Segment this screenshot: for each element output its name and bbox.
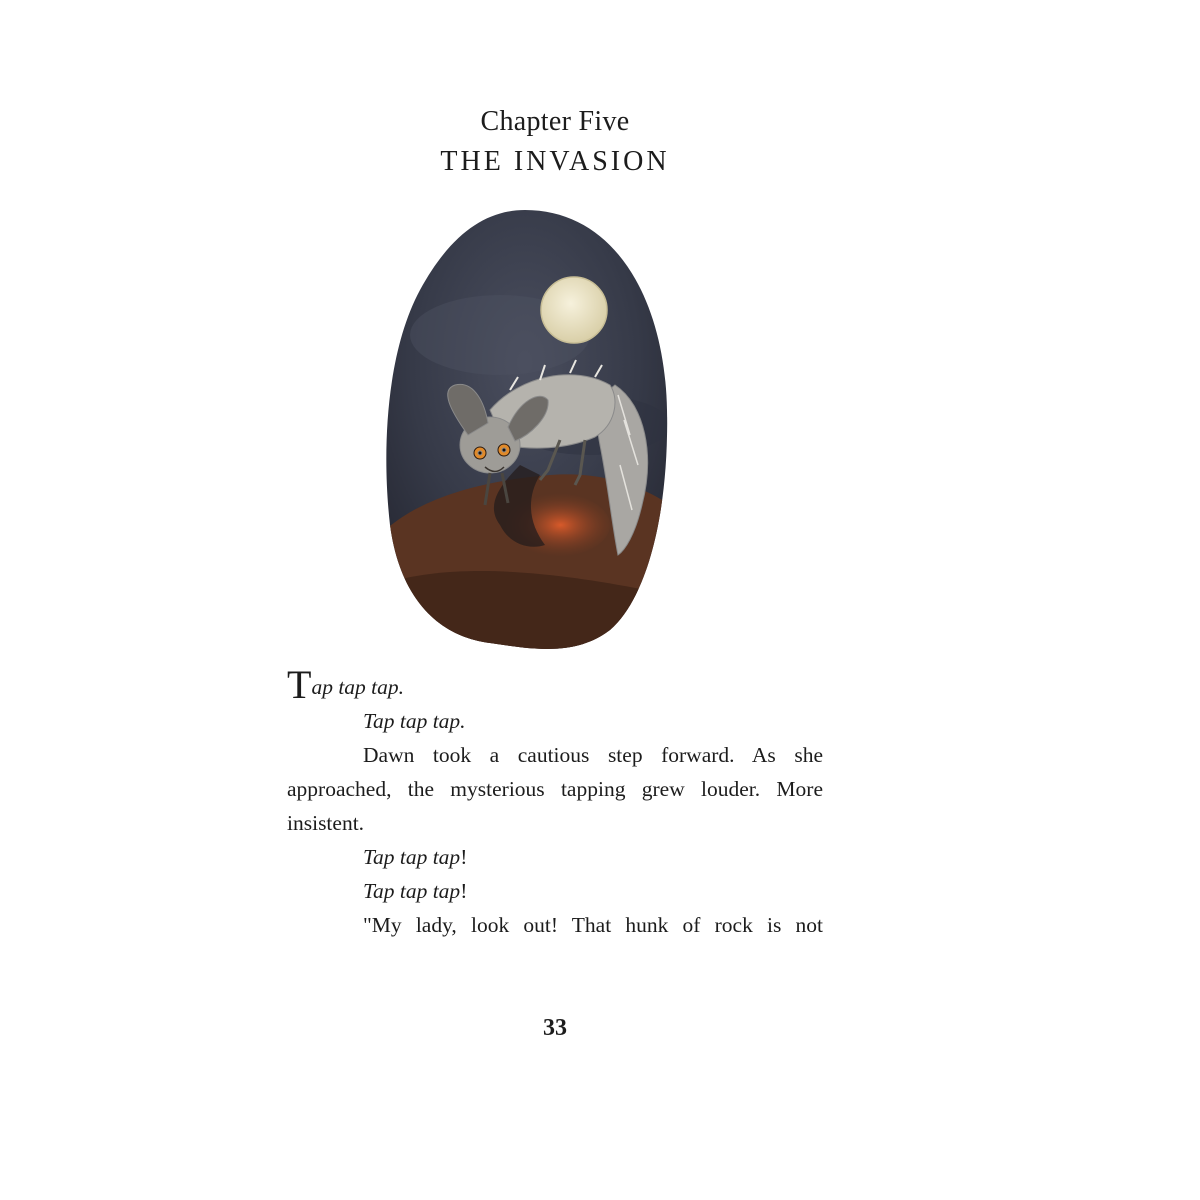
opening-line-rest: ap tap tap. bbox=[311, 675, 405, 699]
dialogue-line: "My lady, look out! That hunk of rock is not bbox=[363, 913, 823, 937]
tap-line-3-punct: ! bbox=[460, 845, 468, 869]
body-text bbox=[287, 662, 823, 942]
tap-line-3-text: Tap tap tap bbox=[363, 845, 461, 869]
tap-line-2: Tap tap tap. bbox=[363, 709, 466, 733]
chapter-label: Chapter Five bbox=[480, 106, 630, 137]
tap-line-3 bbox=[287, 840, 823, 874]
paragraph-line-2: approached, the mysterious tapping grew louder. More bbox=[287, 777, 823, 801]
tap-line-4-punct: ! bbox=[460, 879, 468, 903]
tap-line-4-text: Tap tap tap bbox=[363, 879, 461, 903]
tap-line-4 bbox=[287, 874, 823, 908]
opening-line bbox=[287, 662, 823, 707]
paragraph-line-3: insistent. bbox=[287, 811, 365, 835]
paragraph-line-1: Dawn took a cautious step forward. As she bbox=[363, 743, 823, 767]
page-number: 33 bbox=[543, 1015, 567, 1041]
moon bbox=[541, 277, 607, 343]
chapter-title: THE INVASION bbox=[440, 146, 670, 177]
drop-cap: T bbox=[287, 662, 312, 707]
chapter-illustration bbox=[380, 205, 670, 655]
